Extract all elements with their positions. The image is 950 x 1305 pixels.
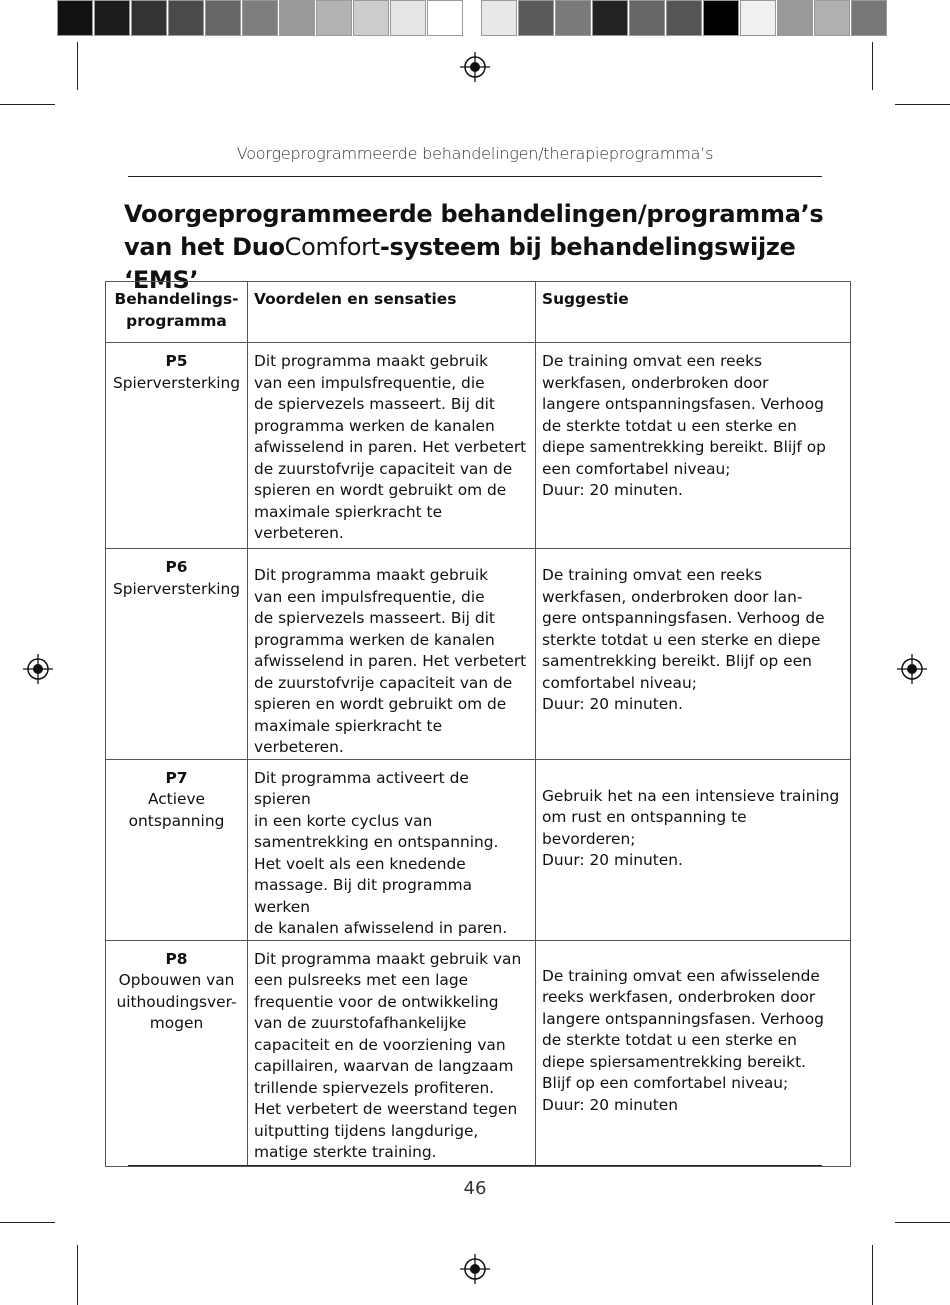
registration-mark-icon [23,654,53,684]
page-number: 46 [463,1178,487,1199]
suggestion-cell: Gebruik het na een intensieve training om rust en ontspanning te bevorderen; Duur: 20 minuten. [536,759,851,940]
program-code: P7 [165,768,188,787]
header-suggestion: Suggestie [536,282,851,343]
color-swatch [555,0,591,36]
header-program: Behandelings- programma [106,282,248,343]
color-swatch [740,0,776,36]
color-swatch [279,0,315,36]
registration-mark-icon [897,654,927,684]
color-swatch [629,0,665,36]
title-brand-comfort: Comfort [284,233,380,261]
crop-mark [895,1222,950,1223]
benefits-cell: Dit programma activeert de spieren in een korte cyclus van samentrekking en ontspanning. Het voelt als een knedende massage. Bij dit programma werken de kanalen afwisselend in paren. [248,759,536,940]
color-swatch [518,0,554,36]
color-swatch [205,0,241,36]
crop-mark [872,42,873,90]
suggestion-cell: De training omvat een reeks werkfasen, onderbroken door langere ontspanningsfasen. Verhoog de sterkte totdat u een sterke en diepe samentrekking bereikt. Blijf op een comfortabel niveau; Duur: 20 minuten. [536,343,851,549]
title-line-2a: van het Duo [124,233,285,261]
program-cell [106,549,248,760]
title-line-2c: -systeem bij behandelingswijze ‘EMS’ [124,233,796,294]
color-swatch [131,0,167,36]
program-cell [106,940,248,1166]
suggestion-cell: De training omvat een reeks werkfasen, onderbroken door lan- gere ontspanningsfasen. Verhoog de sterkte totdat u een sterke en diepe samentrekking bereikt. Blijf op een comfortabel niveau; Duur: 20 minuten. [536,549,851,760]
program-name: Spierversterking [112,373,241,392]
color-swatch [666,0,702,36]
color-swatch [242,0,278,36]
crop-mark [0,1222,55,1223]
program-code: P8 [165,949,188,968]
program-cell [106,343,248,549]
color-swatch [851,0,887,36]
color-swatch [57,0,93,36]
program-name: Spierversterking [112,579,241,598]
registration-mark-icon [460,1254,490,1284]
table-row [106,343,851,549]
print-color-bar-right [481,0,888,38]
color-swatch [592,0,628,36]
color-swatch [703,0,739,36]
color-swatch [390,0,426,36]
suggestion-cell: De training omvat een afwisselende reeks werkfasen, onderbroken door langere ontspanningsfasen. Verhoog de sterkte totdat u een sterke en diepe spiersamentrekking bereikt. Blijf op een comfortabel niveau; Duur: 20 minuten [536,940,851,1166]
program-name: Actieve ontspanning [128,790,225,830]
running-header: Voorgeprogrammeerde behandelingen/therapieprogramma’s [236,144,714,163]
program-code: P6 [165,558,188,576]
color-swatch [427,0,463,36]
benefits-cell: Dit programma maakt gebruik van een impulsfrequentie, die de spiervezels masseert. Bij dit programma werken de kanalen afwisselend in paren. Het verbetert de zuurstofvrije capaciteit van de spieren en wordt gebruikt om de maximale spierkracht te verbeteren. [248,343,536,549]
crop-mark [0,104,55,105]
crop-mark [77,42,78,90]
crop-mark [895,104,950,105]
color-swatch [316,0,352,36]
benefits-cell: Dit programma maakt gebruik van een impulsfrequentie, die de spiervezels masseert. Bij dit programma werken de kanalen afwisselend in paren. Het verbetert de zuurstofvrije capaciteit van de spieren en wordt gebruikt om de maximale spierkracht te verbeteren. [248,549,536,760]
table-row [106,759,851,940]
color-swatch [814,0,850,36]
program-name: Opbouwen van uithoudingsver- mogen [116,971,237,1032]
crop-mark [872,1245,873,1305]
table-row [106,940,851,1166]
registration-mark-icon [460,52,490,82]
table-row [106,549,851,760]
benefits-cell: Dit programma maakt gebruik van een pulsreeks met een lage frequentie voor de ontwikkeling van de zuurstofafhankelijke capaciteit en de voorziening van capillairen, waarvan de langzaam trillende spiervezels profiteren. Het verbetert de weerstand tegen uitputting tijdens langdurige, matige sterkte training. [248,940,536,1166]
header-rule [128,176,822,177]
color-swatch [168,0,204,36]
color-swatch [481,0,517,36]
program-cell [106,759,248,940]
program-table [105,281,851,1167]
color-swatch [777,0,813,36]
color-swatch [353,0,389,36]
print-color-bar-left [57,0,464,38]
table-header-row [106,282,851,343]
program-code: P5 [165,352,188,370]
footer-rule [128,1165,822,1166]
title-line-1: Voorgeprogrammeerde behandelingen/programma’s [124,200,824,228]
color-swatch [94,0,130,36]
header-benefits: Voordelen en sensaties [248,282,536,343]
crop-mark [77,1245,78,1305]
